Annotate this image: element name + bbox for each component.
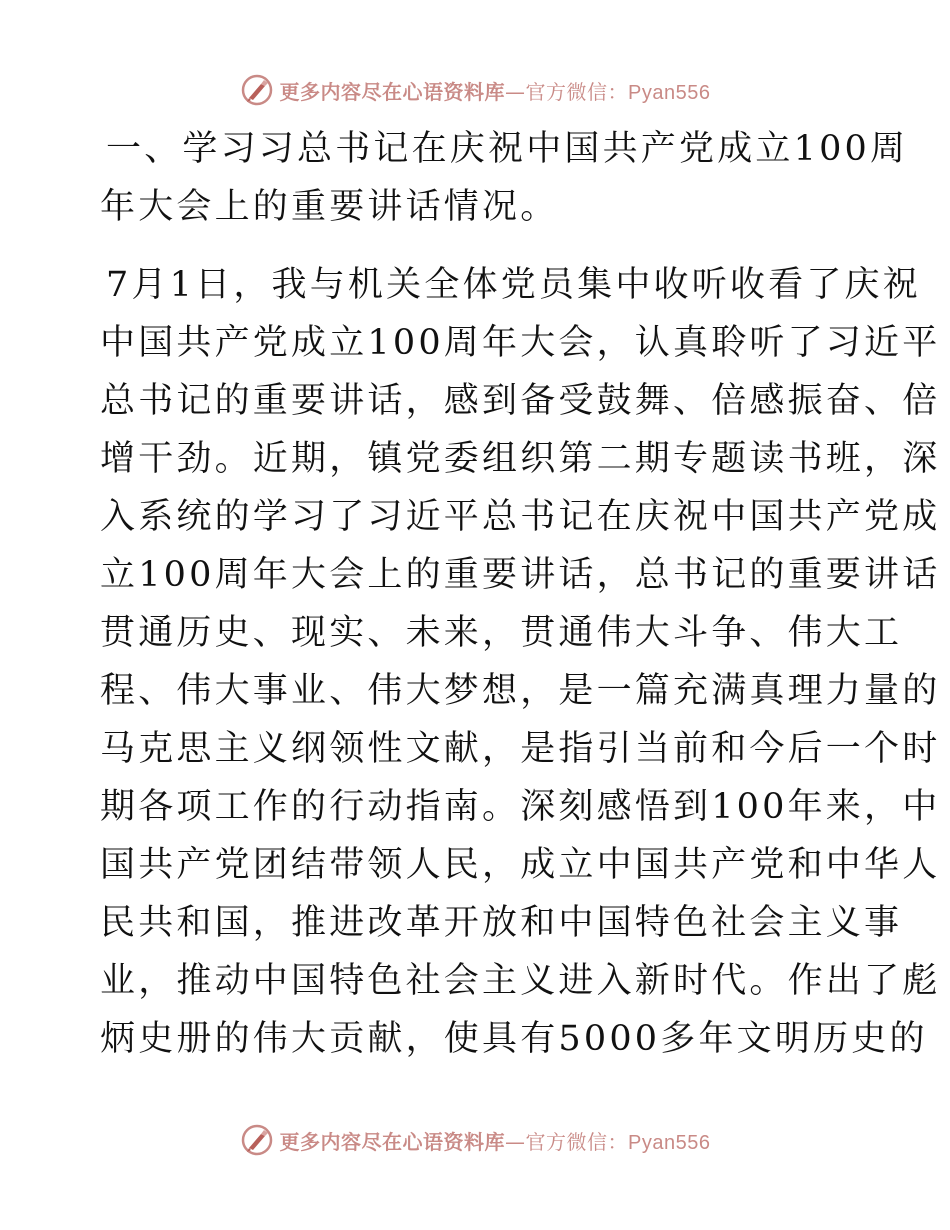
watermark-main: 更多内容尽在心语资料库 (279, 79, 506, 104)
watermark-id: Pyan556 (628, 1131, 711, 1154)
heading-line: 年大会上的重要讲话情况。 (100, 187, 559, 227)
section-heading (100, 120, 909, 236)
paragraph-line: 炳史册的伟大贡献，使具有5000多年文明历史的 (100, 1019, 928, 1059)
heading-line: 一、学习习总书记在庆祝中国共产党成立100周 (106, 129, 909, 169)
paragraph-gap (100, 236, 850, 256)
body-paragraph (100, 256, 941, 1068)
paragraph-line: 中国共产党成立100周年大会，认真聆听了习近平 (100, 323, 941, 363)
watermark-main: 更多内容尽在心语资料库 (279, 1129, 506, 1154)
paragraph-line: 立100周年大会上的重要讲话，总书记的重要讲话 (100, 555, 941, 595)
paragraph-line: 入系统的学习了习近平总书记在庆祝中国共产党成 (100, 497, 941, 537)
header-watermark (0, 68, 950, 112)
paragraph-line: 程、伟大事业、伟大梦想，是一篇充满真理力量的 (100, 671, 941, 711)
paragraph-line: 总书记的重要讲话，感到备受鼓舞、倍感振奋、倍 (100, 381, 941, 421)
watermark-label: 官方微信： (525, 1129, 629, 1154)
watermark-text (280, 1126, 711, 1155)
document-body (100, 120, 941, 1068)
watermark-id: Pyan556 (628, 81, 711, 104)
watermark-separator: — (505, 79, 526, 104)
paragraph-line: 马克思主义纲领性文献，是指引当前和今后一个时 (100, 729, 941, 769)
watermark-label: 官方微信： (525, 79, 629, 104)
paragraph-line: 7月1日，我与机关全体党员集中收听收看了庆祝 (106, 265, 921, 305)
paragraph-line: 国共产党团结带领人民，成立中国共产党和中华人 (100, 845, 941, 885)
paragraph-line: 民共和国，推进改革开放和中国特色社会主义事 (100, 903, 903, 943)
watermark-separator: — (505, 1129, 526, 1154)
pen-logo-icon (240, 1123, 274, 1157)
pen-logo-icon (240, 73, 274, 107)
paragraph-line: 业，推动中国特色社会主义进入新时代。作出了彪 (100, 961, 941, 1001)
watermark-text (280, 76, 711, 105)
footer-watermark (0, 1118, 950, 1162)
paragraph-line: 增干劲。近期，镇党委组织第二期专题读书班，深 (100, 439, 941, 479)
paragraph-line: 期各项工作的行动指南。深刻感悟到100年来，中 (100, 787, 941, 827)
paragraph-line: 贯通历史、现实、未来，贯通伟大斗争、伟大工 (100, 613, 903, 653)
